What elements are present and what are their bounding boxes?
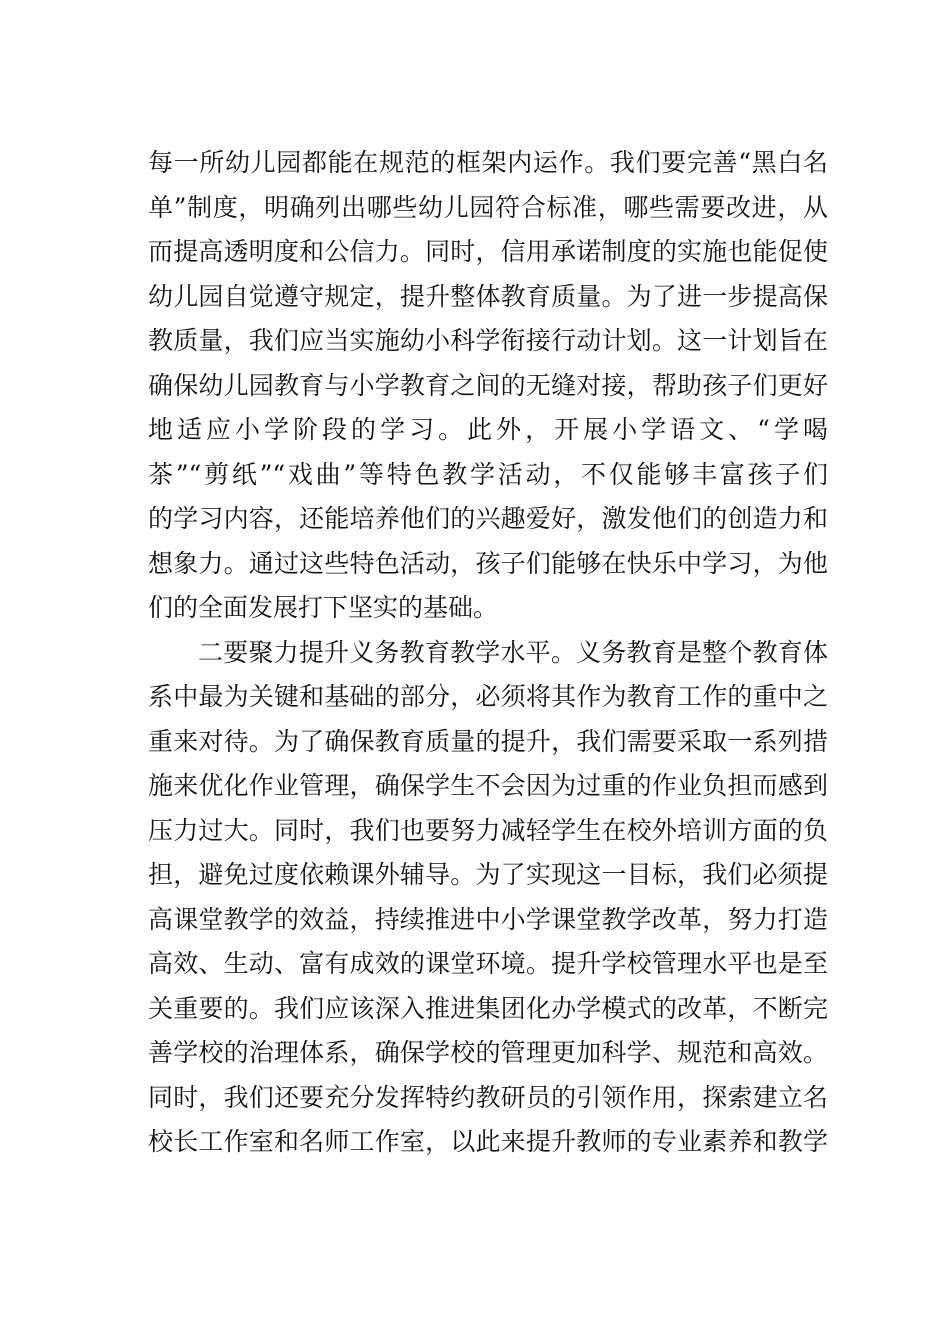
text-line: 善学校的治理体系，确保学校的管理更加科学、规范和高效。: [148, 1038, 828, 1067]
text-line: 单”制度，明确列出哪些幼儿园符合标准，哪些需要改进，从: [148, 192, 828, 222]
text-line: 每一所幼儿园都能在规范的框架内运作。我们要完善“黑白名: [148, 148, 828, 177]
text-line: 二要聚力提升义务教育教学水平。义务教育是整个教育体: [198, 637, 828, 667]
text-line: 担，避免过度依赖课外辅导。为了实现这一目标，我们必须提: [148, 860, 828, 889]
body-text: [148, 141, 828, 1165]
text-line: 高课堂教学的效益，持续推进中小学课堂教学改革，努力打造: [148, 904, 828, 934]
text-line: 同时，我们还要充分发挥特约教研员的引领作用，探索建立名: [148, 1082, 828, 1112]
text-line: 系中最为关键和基础的部分，必须将其作为教育工作的重中之: [148, 682, 828, 711]
text-line: 压力过大。同时，我们也要努力减轻学生在校外培训方面的负: [148, 815, 828, 845]
text-line: 地适应小学阶段的学习。此外，开展小学语文、“学喝: [148, 415, 828, 444]
text-line: 校长工作室和名师工作室，以此来提升教师的专业素养和教学: [148, 1127, 828, 1156]
text-line: 幼儿园自觉遵守规定，提升整体教育质量。为了进一步提高保: [148, 281, 828, 311]
text-line: 确保幼儿园教育与小学教育之间的无缝对接，帮助孩子们更好: [148, 370, 828, 400]
text-line: 关重要的。我们应该深入推进集团化办学模式的改革，不断完: [148, 993, 828, 1023]
text-line: 们的全面发展打下坚实的基础。: [148, 593, 499, 622]
text-line: 教质量，我们应当实施幼小科学衔接行动计划。这一计划旨在: [148, 326, 828, 355]
paragraph-1: [148, 141, 828, 631]
paragraph-2: [148, 631, 828, 1165]
text-line: 而提高透明度和公信力。同时，信用承诺制度的实施也能促使: [148, 237, 828, 266]
text-line: 施来优化作业管理，确保学生不会因为过重的作业负担而感到: [148, 771, 828, 800]
text-line: 高效、生动、富有成效的课堂环境。提升学校管理水平也是至: [148, 949, 828, 978]
text-line: 茶”“剪纸”“戏曲”等特色教学活动，不仅能够丰富孩子们: [148, 459, 828, 489]
text-line: 重来对待。为了确保教育质量的提升，我们需要采取一系列措: [148, 726, 828, 756]
text-line: 想象力。通过这些特色活动，孩子们能够在快乐中学习，为他: [148, 548, 828, 578]
text-line: 的学习内容，还能培养他们的兴趣爱好，激发他们的创造力和: [148, 504, 828, 533]
